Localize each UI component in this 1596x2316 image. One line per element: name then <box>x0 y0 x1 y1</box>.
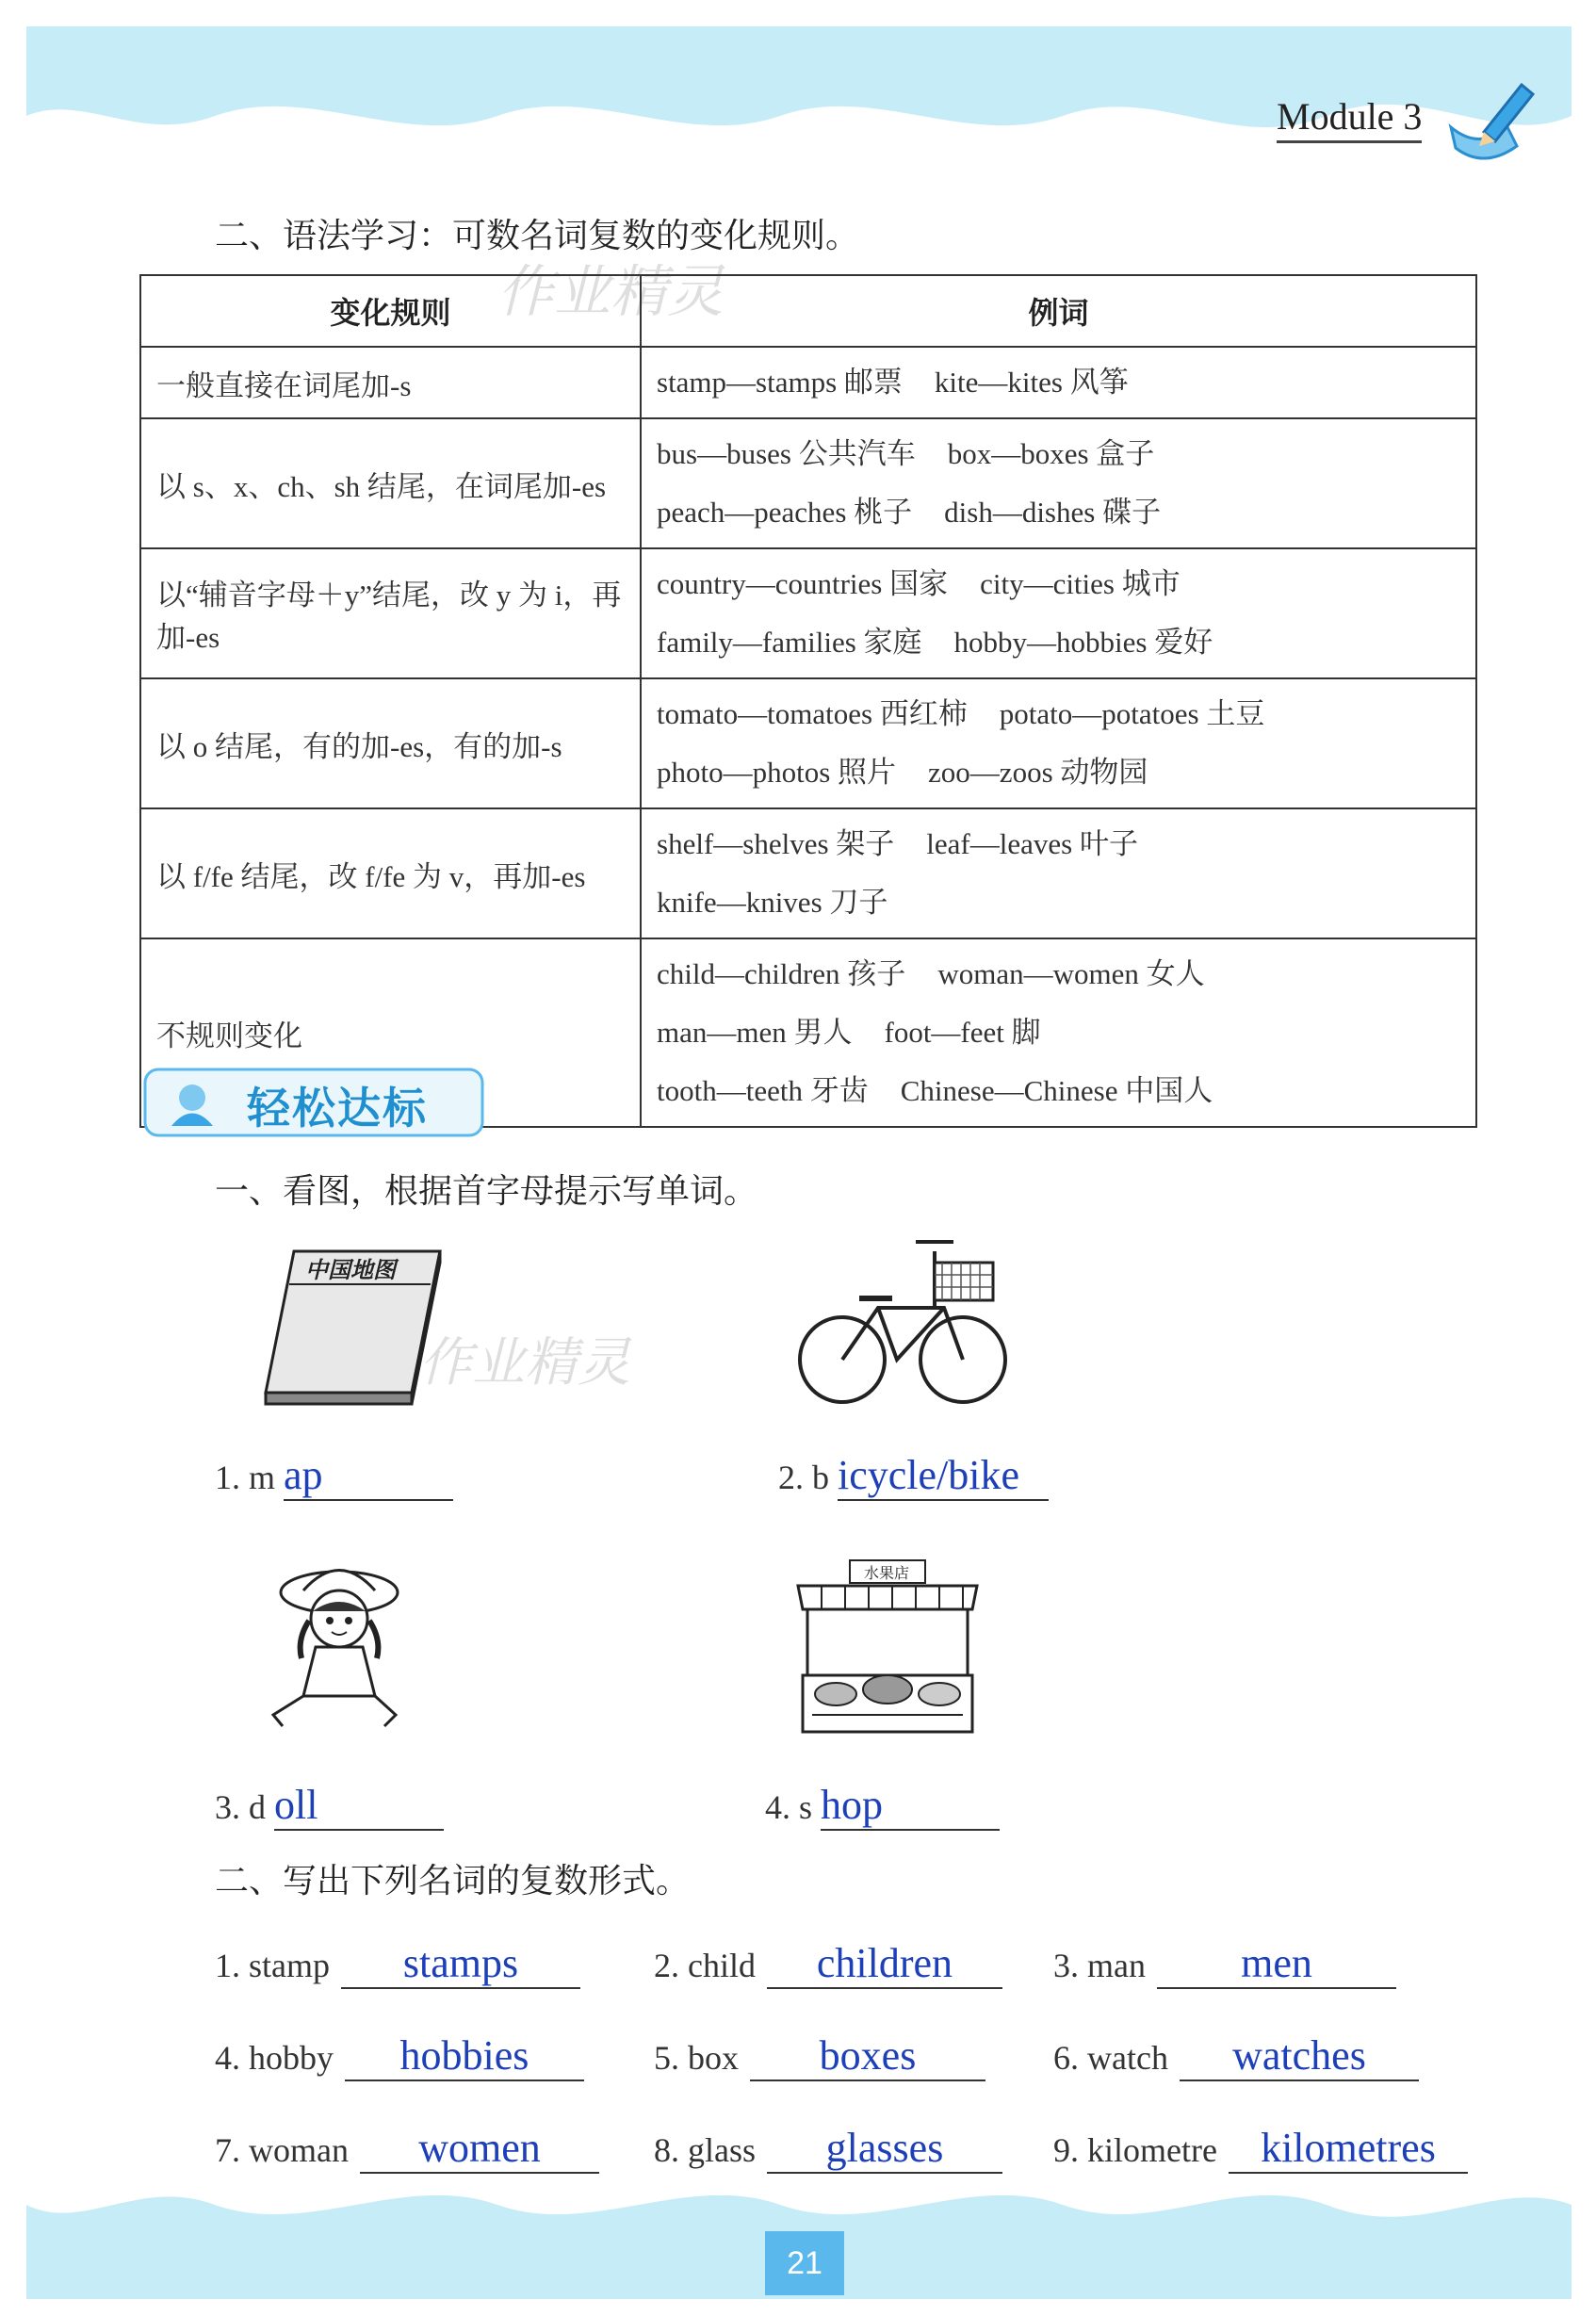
example-word: city—cities 城市 <box>980 567 1181 600</box>
examples-cell <box>641 808 1476 938</box>
module-title: Module 3 <box>1277 94 1422 143</box>
rule-cell: 以 o 结尾，有的加-es，有的加-s <box>140 678 641 808</box>
part2-question <box>215 1939 580 1989</box>
pencil-book-icon <box>1441 71 1545 174</box>
part1-question-4 <box>765 1781 1000 1831</box>
example-word: kite—kites 风筝 <box>934 366 1129 399</box>
rule-cell: 以 s、x、ch、sh 结尾，在词尾加-es <box>140 418 641 548</box>
watermark-text: 作业精灵 <box>497 259 724 325</box>
example-line <box>657 425 1460 483</box>
example-line <box>657 873 1460 932</box>
example-line <box>657 743 1460 802</box>
answer-text: glasses <box>825 2125 944 2171</box>
part2-question <box>654 2124 1002 2174</box>
table-row <box>140 808 1476 938</box>
answer-blank[interactable] <box>284 1451 453 1501</box>
example-word: dish—dishes 碟子 <box>944 496 1162 529</box>
question-prefix: 2. b <box>778 1459 829 1496</box>
question-prefix: 3. man <box>1053 1947 1146 1984</box>
example-word: foot—feet 脚 <box>884 1016 1041 1049</box>
answer-text: icycle/bike <box>838 1452 1020 1498</box>
answer-blank[interactable] <box>274 1781 444 1831</box>
column-header-rule: 变化规则 <box>140 275 641 347</box>
question-prefix: 4. hobby <box>215 2039 334 2077</box>
table-row <box>140 418 1476 548</box>
question-prefix: 2. child <box>654 1947 756 1984</box>
example-word: zoo—zoos 动物园 <box>928 756 1148 789</box>
answer-blank[interactable] <box>1229 2124 1468 2174</box>
doll-image <box>264 1555 415 1734</box>
example-line <box>657 945 1460 1003</box>
examples-cell <box>641 548 1476 678</box>
example-word: tomato—tomatoes 西红柿 <box>657 697 968 730</box>
example-word: man—men 男人 <box>657 1016 853 1049</box>
example-word: shelf—shelves 架子 <box>657 827 895 860</box>
example-word: woman—women 女人 <box>937 957 1205 990</box>
part2-question <box>654 1939 1002 1989</box>
part1-question-2 <box>778 1451 1049 1501</box>
part1-title: 一、看图，根据首字母提示写单词。 <box>215 1172 758 1211</box>
answer-blank[interactable] <box>341 1939 580 1989</box>
rule-cell: 以“辅音字母＋y”结尾，改 y 为 i，再加-es <box>140 548 641 678</box>
part2-question <box>1053 1939 1396 1989</box>
example-line <box>657 1062 1460 1120</box>
practice-badge-label: 轻松达标 <box>247 1083 428 1134</box>
examples-cell <box>641 938 1476 1127</box>
examples-cell <box>641 347 1476 418</box>
rule-cell: 一般直接在词尾加-s <box>140 347 641 418</box>
example-line <box>657 555 1460 613</box>
answer-text: kilometres <box>1261 2125 1436 2171</box>
fruit-shop-sign: 水果店 <box>864 1564 910 1582</box>
part2-title: 二、写出下列名词的复数形式。 <box>215 1862 691 1900</box>
example-line <box>657 1003 1460 1062</box>
example-word: hobby—hobbies 爱好 <box>953 626 1213 659</box>
plural-rules-table <box>139 274 1477 1128</box>
watermark-text-2: 作业精灵 <box>419 1332 630 1394</box>
question-prefix: 3. d <box>215 1788 266 1826</box>
answer-text: children <box>816 1940 953 1986</box>
table-header-row <box>140 275 1476 347</box>
example-word: knife—knives 刀子 <box>657 886 888 919</box>
table-row <box>140 678 1476 808</box>
answer-blank[interactable] <box>767 1939 1002 1989</box>
answer-text: women <box>418 2125 541 2171</box>
example-word: leaf—leaves 叶子 <box>926 827 1138 860</box>
answer-blank[interactable] <box>1157 1939 1396 1989</box>
examples-cell <box>641 418 1476 548</box>
part2-question <box>1053 2124 1468 2174</box>
example-word: box—boxes 盒子 <box>947 437 1155 470</box>
example-word: child—children 孩子 <box>657 957 906 990</box>
question-prefix: 4. s <box>765 1788 813 1826</box>
map-book-image <box>247 1242 445 1411</box>
answer-blank[interactable] <box>767 2124 1002 2174</box>
example-word: stamp—stamps 邮票 <box>657 366 903 399</box>
rule-cell: 不规则变化 <box>140 938 641 1127</box>
question-prefix: 6. watch <box>1053 2039 1168 2077</box>
example-word: peach—peaches 桃子 <box>657 496 913 529</box>
example-word: bus—buses 公共汽车 <box>657 437 916 470</box>
part2-question <box>654 2031 985 2081</box>
table-row <box>140 548 1476 678</box>
example-line <box>657 483 1460 542</box>
example-line <box>657 685 1460 743</box>
table-row <box>140 347 1476 418</box>
example-line <box>657 613 1460 672</box>
example-word: potato—potatoes 土豆 <box>999 697 1265 730</box>
answer-blank[interactable] <box>345 2031 584 2081</box>
part1-question-1 <box>215 1451 453 1501</box>
answer-blank[interactable] <box>750 2031 985 2081</box>
column-header-examples: 例词 <box>641 275 1476 347</box>
question-prefix: 9. kilometre <box>1053 2131 1217 2169</box>
answer-blank[interactable] <box>1180 2031 1419 2081</box>
part2-question <box>215 2124 599 2174</box>
example-word: tooth—teeth 牙齿 <box>657 1074 869 1107</box>
question-prefix: 1. stamp <box>215 1947 330 1984</box>
example-line <box>657 815 1460 873</box>
answer-text: watches <box>1232 2032 1366 2079</box>
page-number: 21 <box>765 2231 844 2295</box>
question-prefix: 7. woman <box>215 2131 349 2169</box>
table-body <box>140 347 1476 1127</box>
answer-text: men <box>1241 1940 1312 1986</box>
answer-text: hop <box>821 1782 884 1828</box>
answer-blank[interactable] <box>360 2124 599 2174</box>
example-word: country—countries 国家 <box>657 567 949 600</box>
answer-blank[interactable] <box>821 1781 1000 1831</box>
answer-text: oll <box>274 1782 318 1828</box>
example-word: photo—photos 照片 <box>657 756 897 789</box>
example-line <box>657 353 1460 412</box>
question-prefix: 5. box <box>654 2039 739 2077</box>
bicycle-image <box>793 1223 1010 1411</box>
example-word: Chinese—Chinese 中国人 <box>900 1074 1213 1107</box>
part2-question <box>215 2031 584 2081</box>
answer-text: boxes <box>819 2032 917 2079</box>
answer-blank[interactable] <box>838 1451 1049 1501</box>
answer-text: hobbies <box>399 2032 529 2079</box>
question-prefix: 1. m <box>215 1459 276 1496</box>
answer-text: stamps <box>402 1940 519 1986</box>
rule-cell: 以 f/fe 结尾，改 f/fe 为 v，再加-es <box>140 808 641 938</box>
fruit-shop-image <box>793 1553 982 1741</box>
grammar-section-title: 二、语法学习：可数名词复数的变化规则。 <box>215 217 860 255</box>
map-book-title: 中国地图 <box>305 1257 396 1283</box>
part1-question-3 <box>215 1781 444 1831</box>
part2-question <box>1053 2031 1419 2081</box>
example-word: family—families 家庭 <box>657 626 922 659</box>
answer-text: ap <box>284 1452 323 1498</box>
question-prefix: 8. glass <box>654 2131 756 2169</box>
examples-cell <box>641 678 1476 808</box>
